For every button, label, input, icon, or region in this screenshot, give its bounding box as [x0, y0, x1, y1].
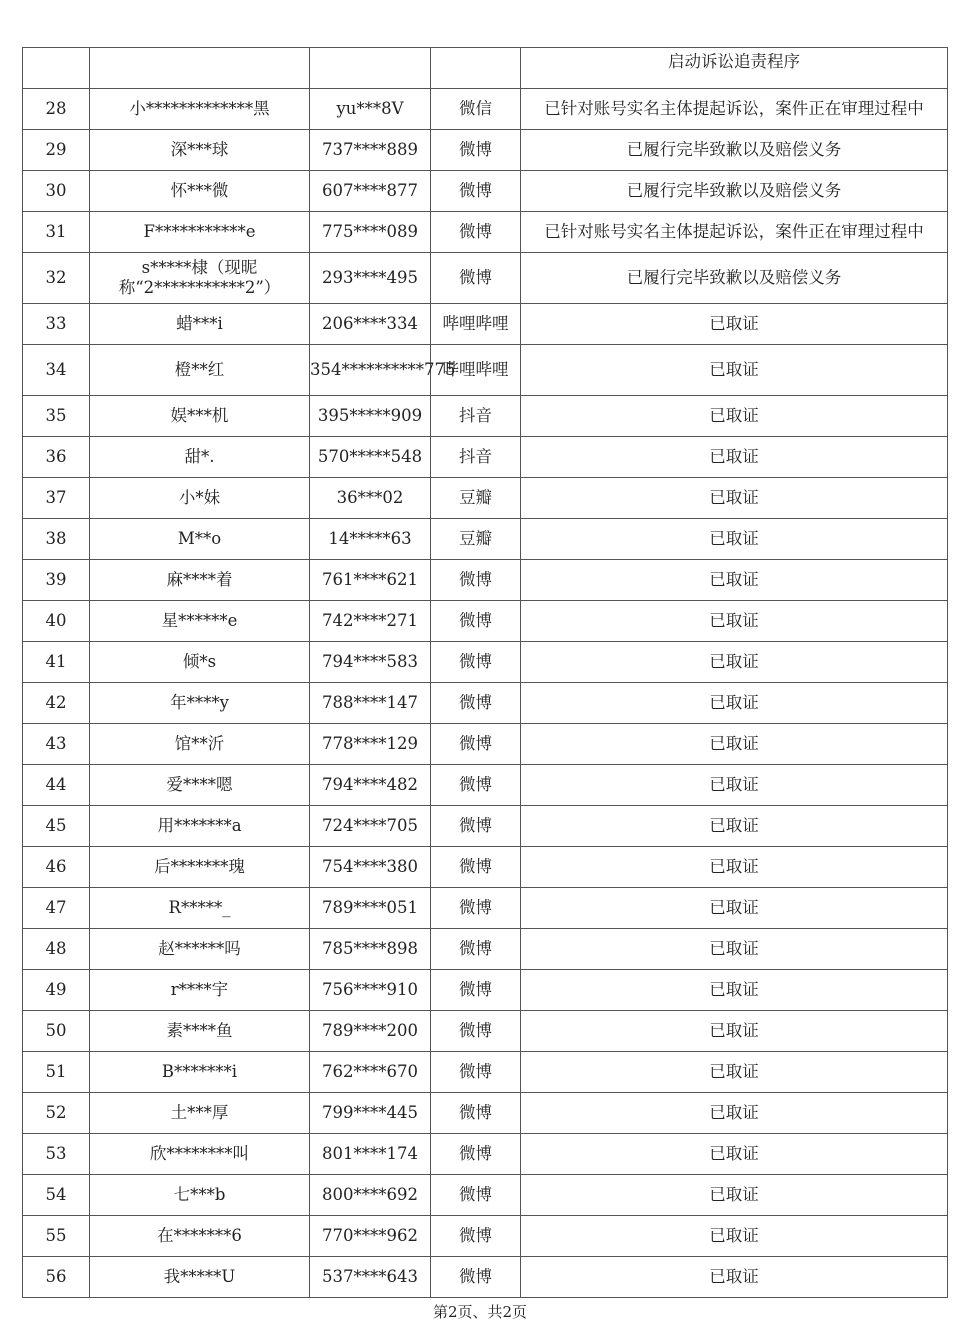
cell-no: 50 — [23, 1011, 90, 1052]
cell-status: 已取证 — [521, 683, 948, 724]
cell-id: 742****271 — [310, 601, 431, 642]
cell-name: 赵******吗 — [90, 929, 310, 970]
cell-platform: 微博 — [431, 1093, 521, 1134]
cell-name: 蜡***i — [90, 304, 310, 345]
table-row — [23, 847, 948, 888]
table-row — [23, 1011, 948, 1052]
cell-id: 794****482 — [310, 765, 431, 806]
cell-status: 已取证 — [521, 806, 948, 847]
cell-name: 年****y — [90, 683, 310, 724]
table-row — [23, 806, 948, 847]
cell-id: 788****147 — [310, 683, 431, 724]
cell-platform: 微博 — [431, 970, 521, 1011]
table-row — [23, 519, 948, 560]
table-row — [23, 1134, 948, 1175]
cell-no: 52 — [23, 1093, 90, 1134]
cell-no: 51 — [23, 1052, 90, 1093]
cell-status: 已取证 — [521, 560, 948, 601]
cell-id: 794****583 — [310, 642, 431, 683]
cell-status: 已取证 — [521, 519, 948, 560]
cell-status: 已取证 — [521, 304, 948, 345]
table-row — [23, 48, 948, 89]
cell-name: 甜*. — [90, 437, 310, 478]
cell-id — [310, 48, 431, 89]
cell-status: 已取证 — [521, 396, 948, 437]
cell-status: 启动诉讼追责程序 — [521, 48, 948, 89]
cell-no: 34 — [23, 345, 90, 396]
cell-id: 36***02 — [310, 478, 431, 519]
cell-platform: 微博 — [431, 212, 521, 253]
cell-status: 已取证 — [521, 888, 948, 929]
table-row — [23, 929, 948, 970]
cell-platform: 微博 — [431, 642, 521, 683]
cell-status: 已取证 — [521, 929, 948, 970]
cell-no: 53 — [23, 1134, 90, 1175]
cell-name: F***********e — [90, 212, 310, 253]
table-row — [23, 724, 948, 765]
cell-no — [23, 48, 90, 89]
cell-name: 倾*s — [90, 642, 310, 683]
cell-name: 小*妹 — [90, 478, 310, 519]
cell-no: 31 — [23, 212, 90, 253]
cell-platform: 微博 — [431, 253, 521, 304]
cell-id: 607****877 — [310, 171, 431, 212]
cell-id: 770****962 — [310, 1216, 431, 1257]
cell-no: 35 — [23, 396, 90, 437]
cell-name: B*******i — [90, 1052, 310, 1093]
cell-no: 32 — [23, 253, 90, 304]
cell-platform: 微博 — [431, 1175, 521, 1216]
cell-id: 754****380 — [310, 847, 431, 888]
table-row — [23, 601, 948, 642]
cell-no: 37 — [23, 478, 90, 519]
cell-id: 537****643 — [310, 1257, 431, 1298]
cell-platform: 微博 — [431, 1216, 521, 1257]
cell-name: 后*******瑰 — [90, 847, 310, 888]
cell-status: 已履行完毕致歉以及赔偿义务 — [521, 130, 948, 171]
cell-name: 星******e — [90, 601, 310, 642]
report-table — [22, 47, 948, 1298]
cell-platform: 微博 — [431, 171, 521, 212]
cell-id: 799****445 — [310, 1093, 431, 1134]
table-row — [23, 1093, 948, 1134]
cell-status: 已取证 — [521, 1052, 948, 1093]
cell-id: 14*****63 — [310, 519, 431, 560]
cell-platform — [431, 48, 521, 89]
table-row — [23, 478, 948, 519]
cell-platform: 微博 — [431, 1052, 521, 1093]
cell-id: 762****670 — [310, 1052, 431, 1093]
table-body — [23, 48, 948, 1298]
cell-platform: 微博 — [431, 683, 521, 724]
cell-no: 29 — [23, 130, 90, 171]
cell-no: 46 — [23, 847, 90, 888]
cell-status: 已取证 — [521, 478, 948, 519]
cell-platform: 豆瓣 — [431, 478, 521, 519]
cell-no: 42 — [23, 683, 90, 724]
cell-name: 欣********叫 — [90, 1134, 310, 1175]
table-row — [23, 888, 948, 929]
cell-id: 756****910 — [310, 970, 431, 1011]
cell-no: 45 — [23, 806, 90, 847]
page-footer: 第2页、共2页 — [432, 1303, 528, 1321]
cell-status: 已取证 — [521, 765, 948, 806]
cell-status: 已取证 — [521, 970, 948, 1011]
cell-no: 48 — [23, 929, 90, 970]
table-row — [23, 89, 948, 130]
cell-name: 用*******a — [90, 806, 310, 847]
cell-platform: 微博 — [431, 888, 521, 929]
cell-name — [90, 48, 310, 89]
cell-status: 已针对账号实名主体提起诉讼，案件正在审理过程中 — [521, 89, 948, 130]
table-row — [23, 130, 948, 171]
cell-status: 已履行完毕致歉以及赔偿义务 — [521, 253, 948, 304]
table-row — [23, 396, 948, 437]
cell-platform: 抖音 — [431, 437, 521, 478]
cell-platform: 微博 — [431, 1011, 521, 1052]
table-row — [23, 1052, 948, 1093]
cell-name: r****宇 — [90, 970, 310, 1011]
cell-name: 小*************黑 — [90, 89, 310, 130]
cell-no: 44 — [23, 765, 90, 806]
cell-status: 已取证 — [521, 724, 948, 765]
table-row — [23, 1175, 948, 1216]
cell-status: 已取证 — [521, 1175, 948, 1216]
cell-status: 已取证 — [521, 642, 948, 683]
table-row — [23, 345, 948, 396]
cell-no: 28 — [23, 89, 90, 130]
cell-name: 七***b — [90, 1175, 310, 1216]
cell-status: 已针对账号实名主体提起诉讼，案件正在审理过程中 — [521, 212, 948, 253]
cell-name: 素****鱼 — [90, 1011, 310, 1052]
cell-no: 49 — [23, 970, 90, 1011]
cell-name: 我*****U — [90, 1257, 310, 1298]
cell-platform: 哔哩哔哩 — [431, 345, 521, 396]
table-row — [23, 560, 948, 601]
cell-platform: 微博 — [431, 560, 521, 601]
cell-id: 293****495 — [310, 253, 431, 304]
cell-id: 789****051 — [310, 888, 431, 929]
cell-id: 737****889 — [310, 130, 431, 171]
cell-id: 800****692 — [310, 1175, 431, 1216]
cell-id: 785****898 — [310, 929, 431, 970]
cell-no: 39 — [23, 560, 90, 601]
cell-id: 206****334 — [310, 304, 431, 345]
cell-name: 深***球 — [90, 130, 310, 171]
cell-status: 已取证 — [521, 847, 948, 888]
table-row — [23, 1216, 948, 1257]
table-row — [23, 304, 948, 345]
cell-no: 40 — [23, 601, 90, 642]
cell-name: 橙**红 — [90, 345, 310, 396]
cell-name: 麻****着 — [90, 560, 310, 601]
cell-platform: 微博 — [431, 765, 521, 806]
table-row — [23, 765, 948, 806]
cell-id: yu***8V — [310, 89, 431, 130]
cell-id: 801****174 — [310, 1134, 431, 1175]
cell-id: 570*****548 — [310, 437, 431, 478]
cell-status: 已取证 — [521, 1093, 948, 1134]
cell-name: M**o — [90, 519, 310, 560]
cell-name: s*****棣（现昵称“2***********2”） — [90, 253, 310, 304]
cell-name: 娱***机 — [90, 396, 310, 437]
cell-platform: 微博 — [431, 806, 521, 847]
cell-platform: 微博 — [431, 929, 521, 970]
cell-no: 55 — [23, 1216, 90, 1257]
cell-id: 775****089 — [310, 212, 431, 253]
cell-name: 爱****嗯 — [90, 765, 310, 806]
cell-status: 已取证 — [521, 437, 948, 478]
cell-platform: 微信 — [431, 89, 521, 130]
cell-status: 已履行完毕致歉以及赔偿义务 — [521, 171, 948, 212]
table-row — [23, 437, 948, 478]
cell-name: 土***厚 — [90, 1093, 310, 1134]
cell-no: 54 — [23, 1175, 90, 1216]
table-row — [23, 1257, 948, 1298]
cell-id: 395*****909 — [310, 396, 431, 437]
cell-no: 38 — [23, 519, 90, 560]
cell-status: 已取证 — [521, 1011, 948, 1052]
cell-platform: 微博 — [431, 1257, 521, 1298]
cell-no: 33 — [23, 304, 90, 345]
cell-platform: 微博 — [431, 1134, 521, 1175]
cell-name: 馆**沂 — [90, 724, 310, 765]
cell-no: 43 — [23, 724, 90, 765]
cell-status: 已取证 — [521, 1216, 948, 1257]
cell-platform: 抖音 — [431, 396, 521, 437]
cell-platform: 豆瓣 — [431, 519, 521, 560]
cell-name: 怀***微 — [90, 171, 310, 212]
cell-id: 354**********775 — [310, 345, 431, 396]
cell-id: 789****200 — [310, 1011, 431, 1052]
cell-no: 36 — [23, 437, 90, 478]
cell-no: 30 — [23, 171, 90, 212]
table-row — [23, 212, 948, 253]
table-row — [23, 253, 948, 304]
cell-id: 724****705 — [310, 806, 431, 847]
table-row — [23, 970, 948, 1011]
cell-platform: 微博 — [431, 130, 521, 171]
cell-id: 778****129 — [310, 724, 431, 765]
cell-id: 761****621 — [310, 560, 431, 601]
table-row — [23, 683, 948, 724]
cell-status: 已取证 — [521, 1257, 948, 1298]
cell-platform: 哔哩哔哩 — [431, 304, 521, 345]
cell-status: 已取证 — [521, 345, 948, 396]
cell-platform: 微博 — [431, 601, 521, 642]
cell-name: 在*******6 — [90, 1216, 310, 1257]
table-row — [23, 171, 948, 212]
cell-no: 41 — [23, 642, 90, 683]
cell-status: 已取证 — [521, 1134, 948, 1175]
cell-no: 56 — [23, 1257, 90, 1298]
cell-platform: 微博 — [431, 724, 521, 765]
cell-name: R*****_ — [90, 888, 310, 929]
cell-no: 47 — [23, 888, 90, 929]
cell-platform: 微博 — [431, 847, 521, 888]
cell-status: 已取证 — [521, 601, 948, 642]
table-row — [23, 642, 948, 683]
